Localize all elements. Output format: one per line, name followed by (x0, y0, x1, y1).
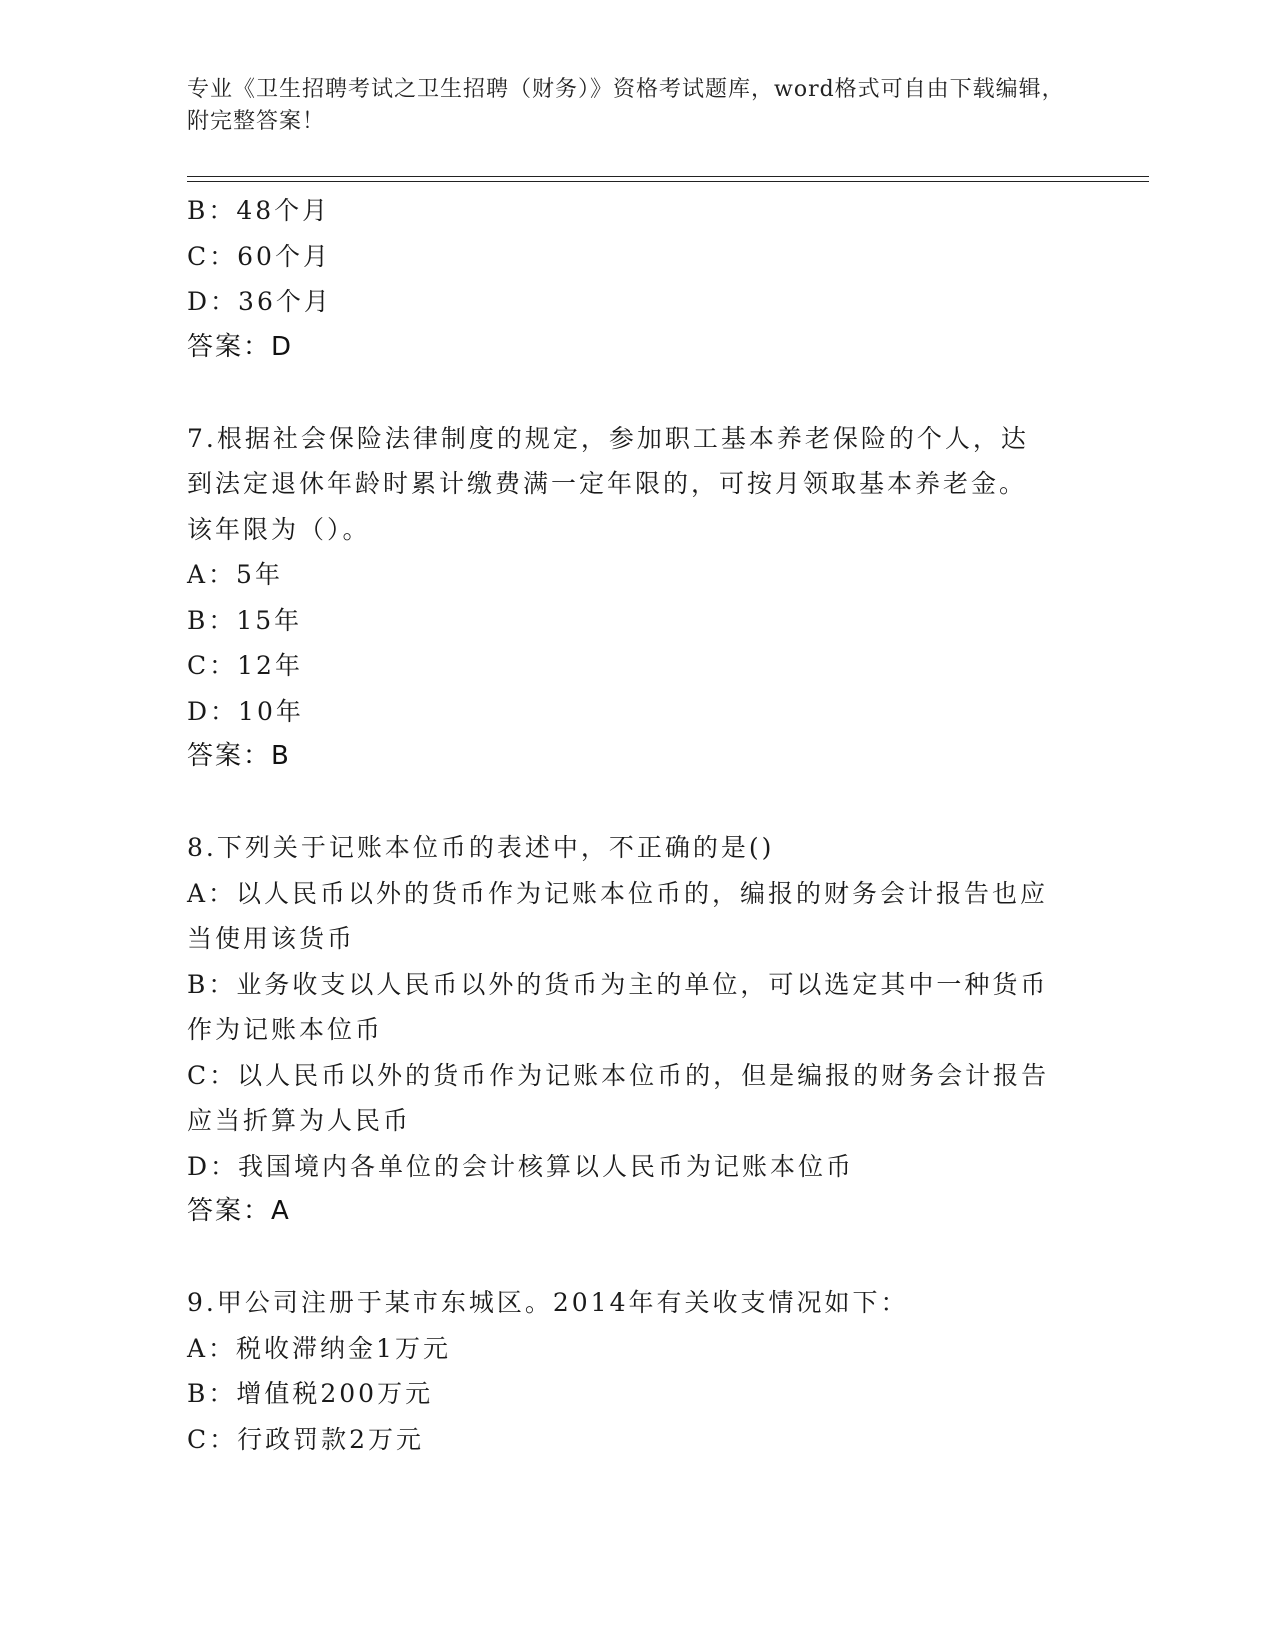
option-b: B：增值税200万元 (187, 1379, 434, 1408)
option-b: B：业务收支以人民币以外的货币为主的单位，可以选定其中一种货币 (187, 969, 1049, 999)
option-a: A：以人民币以外的货币作为记账本位币的，编报的财务会计报告也应 (187, 878, 1049, 908)
spacer (187, 1235, 1067, 1281)
header-divider-bottom (187, 181, 1149, 182)
option-a: A：5年 (187, 560, 283, 589)
option-d: D：我国境内各单位的会计核算以人民币为记账本位币 (187, 1151, 855, 1181)
answer-line: 答案：D (187, 331, 294, 362)
option-c-continued: 应当折算为人民币 (187, 1106, 412, 1135)
question-stem: 8.下列关于记账本位币的表述中，不正确的是() (187, 833, 775, 862)
question-stem: 9.甲公司注册于某市东城区。2014年有关收支情况如下： (187, 1288, 909, 1317)
question-stem: 7.根据社会保险法律制度的规定，参加职工基本养老保险的个人，达 (187, 423, 1029, 453)
question-7 (187, 416, 1067, 780)
option-c: C：以人民币以外的货币作为记账本位币的，但是编报的财务会计报告 (187, 1060, 1050, 1090)
answer-line: 答案：A (187, 1196, 291, 1226)
spacer (187, 780, 1067, 826)
option-c: C：行政罚款2万元 (187, 1424, 425, 1454)
question-content (187, 188, 1067, 1462)
question-stem: 该年限为（）。 (187, 514, 371, 544)
question-stem: 到法定退休年龄时累计缴费满一定年限的，可按月领取基本养老金。 (187, 469, 1028, 498)
answer-line: 答案：B (187, 741, 291, 771)
question-8 (187, 825, 1067, 1235)
option-d: D：36个月 (187, 287, 332, 316)
option-c: C：12年 (187, 651, 303, 680)
option-a-continued: 当使用该货币 (187, 924, 356, 953)
option-c: C：60个月 (187, 241, 331, 271)
spacer (187, 370, 1067, 416)
option-d: D：10年 (187, 696, 304, 726)
question-6 (187, 188, 1067, 370)
option-a: A：税收滞纳金1万元 (187, 1333, 451, 1363)
option-b-continued: 作为记账本位币 (187, 1015, 384, 1044)
question-9 (187, 1280, 1067, 1462)
option-b: B：48个月 (187, 196, 331, 225)
document-header: 专业《卫生招聘考试之卫生招聘（财务）》资格考试题库，word格式可自由下载编辑，附完整答案！ (187, 77, 1065, 134)
option-b: B：15年 (187, 605, 303, 635)
header-divider-top (187, 176, 1149, 177)
